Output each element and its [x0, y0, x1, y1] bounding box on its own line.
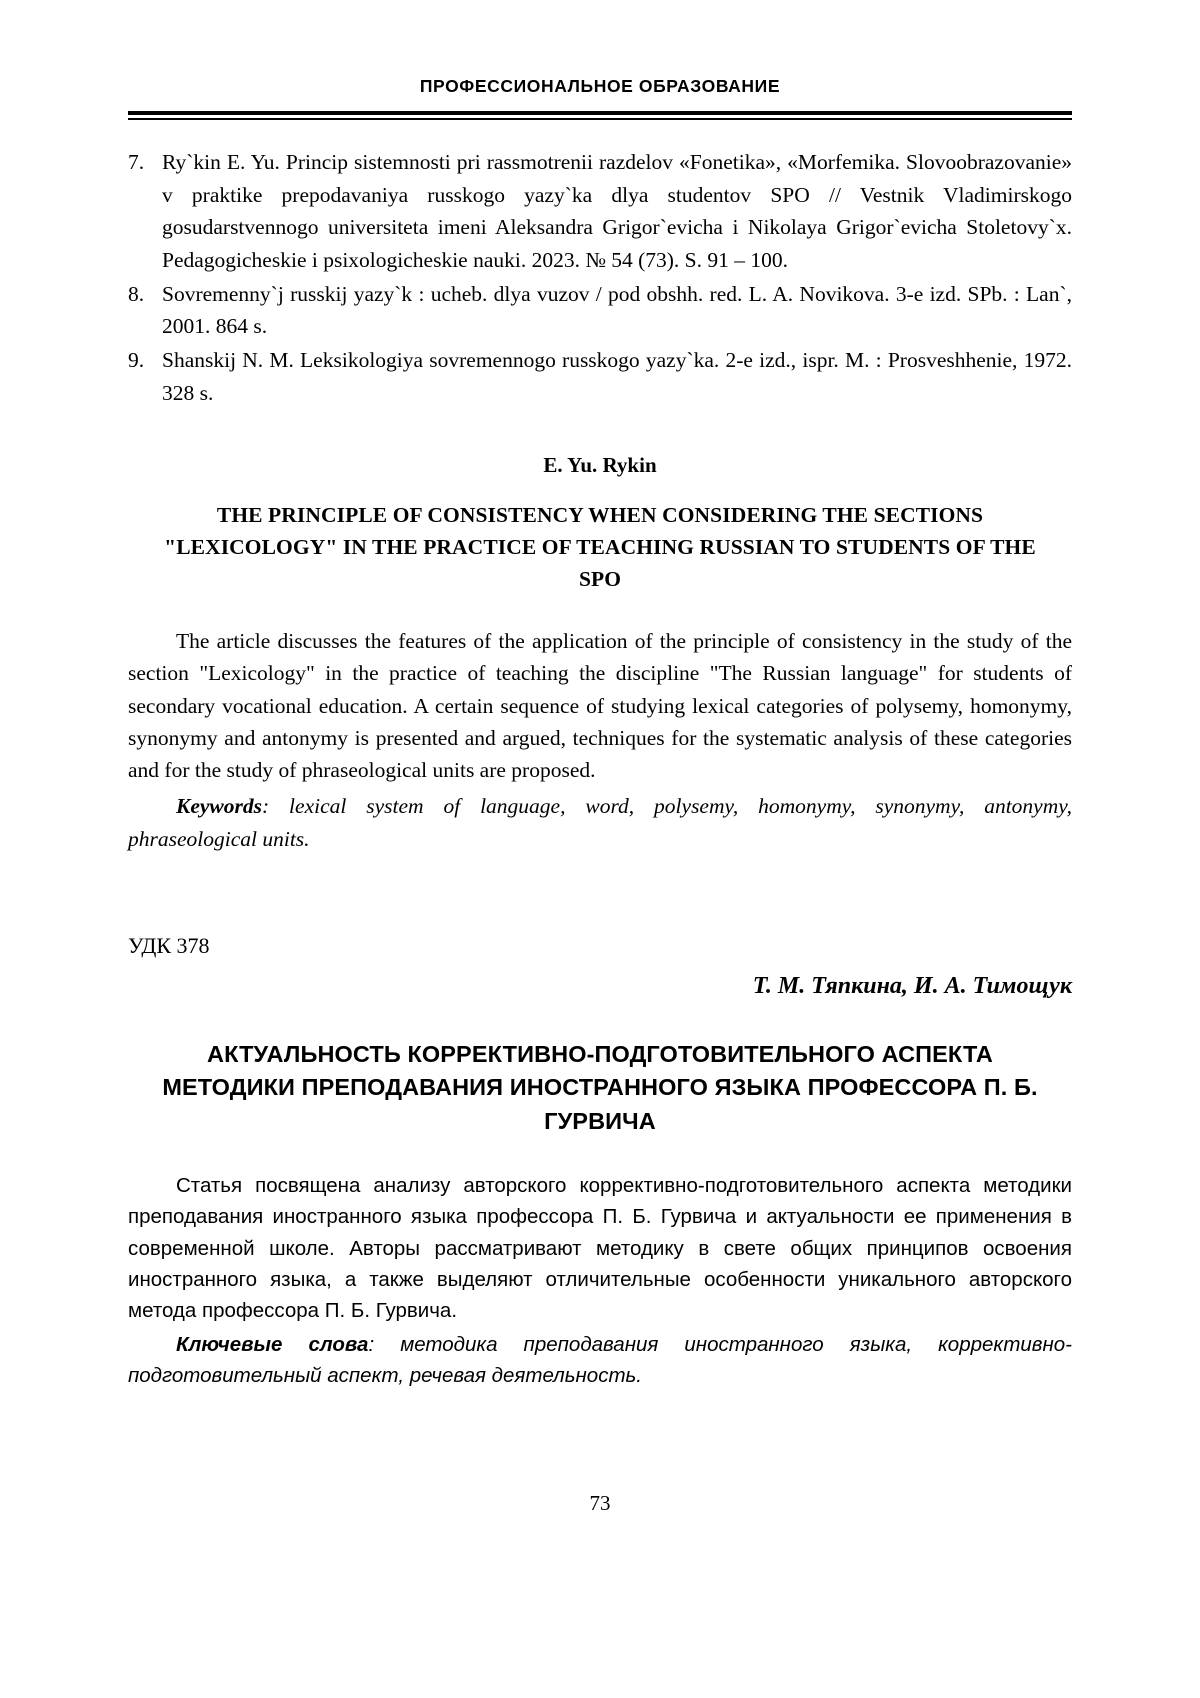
reference-item	[128, 344, 1072, 409]
reference-item	[128, 146, 1072, 277]
english-article-title: THE PRINCIPLE OF CONSISTENCY WHEN CONSIDERING THE SECTIONS "LEXICOLOGY" IN THE PRACTICE OF TEACHING RUSSIAN TO STUDENTS OF THE SPO	[164, 503, 1036, 591]
reference-number: 7.	[128, 150, 145, 174]
divider-thin-line	[128, 118, 1072, 120]
reference-text: Shanskij N. M. Leksikologiya sovremennogo russkogo yazy`ka. 2-e izd., ispr. M. : Prosveshhenie, 1972. 328 s.	[162, 348, 1072, 405]
reference-list	[128, 146, 1072, 409]
running-head: ПРОФЕССИОНАЛЬНОЕ ОБРАЗОВАНИЕ	[419, 76, 781, 96]
reference-number: 9.	[128, 348, 145, 373]
russian-keywords-label: Ключевые слова	[176, 1332, 369, 1356]
reference-item	[128, 278, 1072, 343]
header-divider	[128, 111, 1072, 120]
english-keywords-text: : lexical system of language, word, polysemy, homonymy, synonymy, antonymy, phraseological units.	[128, 794, 1072, 851]
page-number: 73	[589, 1491, 611, 1515]
english-abstract: The article discusses the features of the application of the principle of consistency in the study of the section "Lexicology" in the practice of teaching the discipline "The Russian language" for students of secondary vocational education. A certain sequence of studying lexical categories of polysemy, homonymy, synonymy and antonymy is presented and argued, techniques for the systematic analysis of these categories and for the study of phraseological units are proposed.	[128, 629, 1072, 783]
reference-text: Ry`kin E. Yu. Princip sistemnosti pri rassmotrenii razdelov «Fonetika», «Morfemika. Slovoobrazovanie» v praktike prepodavaniya russkogo yazy`ka dlya studentov SPO // Vestnik Vladimirskogo gosudarstvennogo universiteta imeni Aleksandra Grigor`evicha i Nikolaya Grigor`evicha Stoletovy`x. Pedagogicheskie i psixologicheskie nauki. 2023. № 54 (73). S. 91 – 100.	[162, 150, 1072, 273]
english-author: E. Yu. Rykin	[543, 453, 657, 478]
russian-keywords	[128, 1329, 1072, 1392]
english-keywords	[128, 790, 1072, 855]
russian-keywords-text: : методика преподавания иностранного языка, коррективно-подготовительный аспект, речевая деятельность.	[128, 1332, 1072, 1388]
russian-abstract: Статья посвящена анализу авторского коррективно-подготовительного аспекта методики преподавания иностранного языка профессора П. Б. Гурвича и актуальности ее применения в современной школе. Авторы рассматривают методику в свете общих принципов освоения иностранного языка, а также выделяют отличительные особенности уникального авторского метода профессора П. Б. Гурвича.	[128, 1173, 1072, 1323]
russian-article-title: АКТУАЛЬНОСТЬ КОРРЕКТИВНО-ПОДГОТОВИТЕЛЬНОГО АСПЕКТА МЕТОДИКИ ПРЕПОДАВАНИЯ ИНОСТРАННОГО ЯЗЫКА ПРОФЕССОРА П. Б. ГУРВИЧА	[162, 1040, 1038, 1134]
russian-authors: Т. М. Тяпкина, И. А. Тимощук	[752, 972, 1072, 999]
udk-code: УДК 378	[128, 932, 210, 958]
reference-text: Sovremenny`j russkij yazy`k : ucheb. dlya vuzov / pod obshh. red. L. A. Novikova. 3-e izd. SPb. : Lan`, 2001. 864 s.	[162, 281, 1072, 339]
english-keywords-label: Keywords	[176, 794, 262, 819]
reference-number: 8.	[128, 281, 145, 306]
